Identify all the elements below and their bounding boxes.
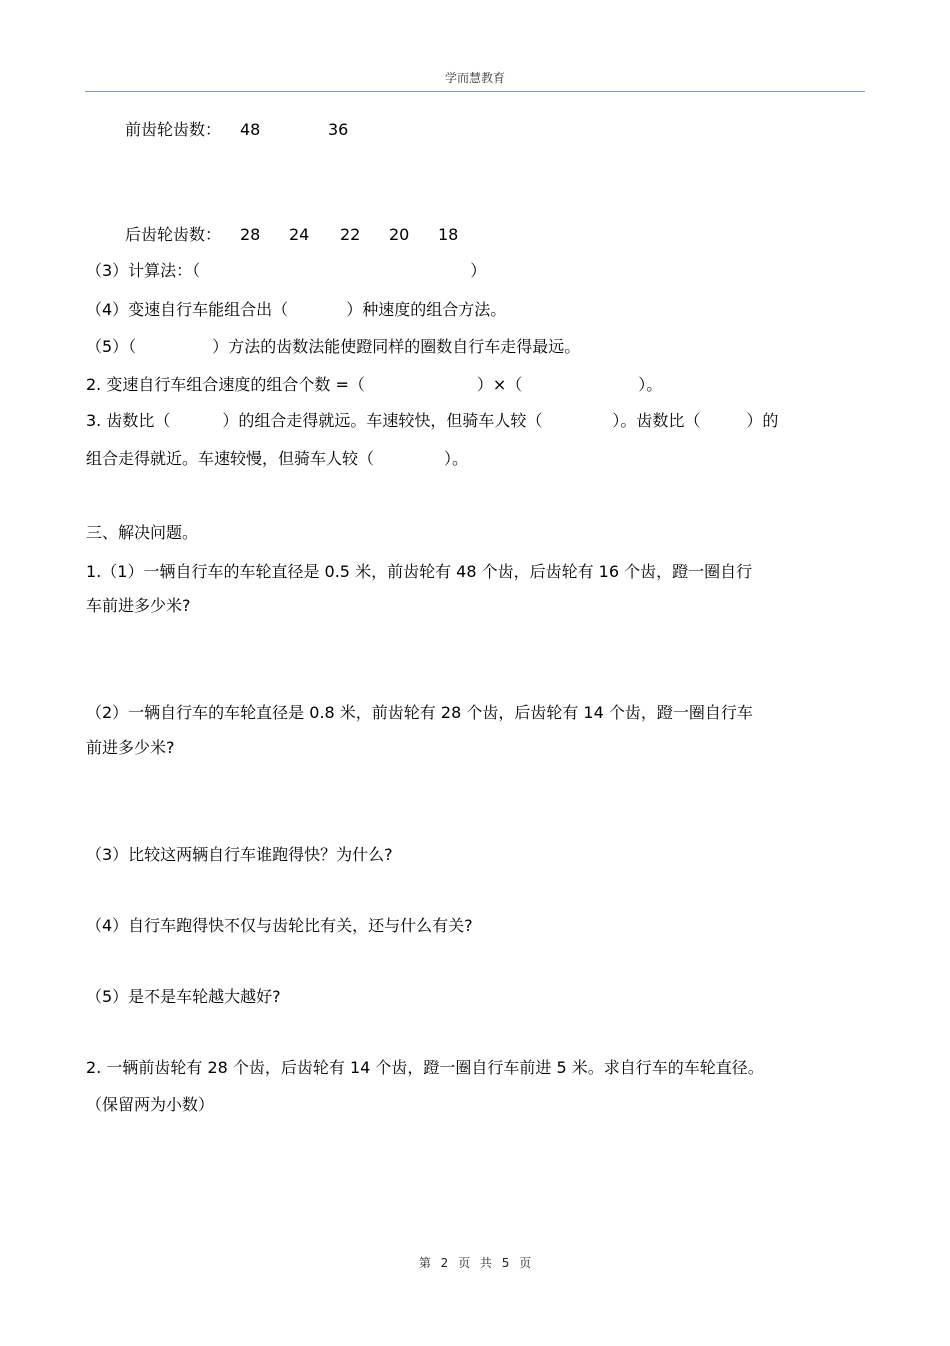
problem-1-5: （5）是不是车轮越大越好? bbox=[86, 987, 281, 1006]
question-5-method: （5）（ ）方法的齿数法能使蹬同样的圈数自行车走得最远。 bbox=[86, 337, 581, 356]
problem-2-line-2: （保留两为小数） bbox=[86, 1095, 215, 1114]
statement-2-count: 2. 变速自行车组合速度的组合个数 =（ ）×（ ）。 bbox=[86, 375, 663, 394]
question-3-calc: （3）计算法：（ ） bbox=[86, 261, 487, 280]
front-gear-label: 前齿轮齿数： bbox=[125, 120, 222, 139]
problem-1-3: （3）比较这两辆自行车谁跑得快？为什么? bbox=[86, 845, 393, 864]
problem-1-2-line-1: （2）一辆自行车的车轮直径是 0.8 米，前齿轮有 28 个齿，后齿轮有 14 个齿，蹬一圈自行车 bbox=[86, 703, 753, 722]
page-header: 学而慧教育 bbox=[444, 71, 505, 85]
section-3-title: 三、解决问题。 bbox=[86, 523, 199, 542]
rear-gear-label: 后齿轮齿数： bbox=[125, 225, 222, 244]
rear-gear-value: 22 bbox=[340, 225, 361, 244]
statement-3-line-2: 组合走得就近。车速较慢，但骑车人较（ ）。 bbox=[86, 449, 469, 468]
rear-gear-value: 20 bbox=[389, 225, 410, 244]
problem-1-2-line-2: 前进多少米? bbox=[86, 738, 175, 757]
rear-gear-value: 18 bbox=[438, 225, 459, 244]
rear-gear-value: 28 bbox=[240, 225, 261, 244]
problem-1-1-line-2: 车前进多少米? bbox=[86, 596, 191, 615]
rear-gear-value: 24 bbox=[289, 225, 310, 244]
question-4-combinations: （4）变速自行车能组合出（ ）种速度的组合方法。 bbox=[86, 300, 507, 319]
front-gear-value: 36 bbox=[328, 120, 349, 139]
statement-3-line-1: 3. 齿数比（ ）的组合走得就远。车速较快，但骑车人较（ ）。齿数比（ ）的 bbox=[86, 411, 779, 430]
front-gear-value: 48 bbox=[240, 120, 261, 139]
header-rule bbox=[85, 91, 865, 92]
problem-1-4: （4）自行车跑得快不仅与齿轮比有关，还与什么有关? bbox=[86, 916, 473, 935]
page-footer: 第 2 页 共 5 页 bbox=[418, 1256, 532, 1270]
problem-2-line-1: 2. 一辆前齿轮有 28 个齿，后齿轮有 14 个齿，蹬一圈自行车前进 5 米。求自行车的车轮直径。 bbox=[86, 1058, 764, 1077]
problem-1-1-line-1: 1.（1）一辆自行车的车轮直径是 0.5 米，前齿轮有 48 个齿，后齿轮有 16 个齿，蹬一圈自行 bbox=[86, 562, 753, 581]
